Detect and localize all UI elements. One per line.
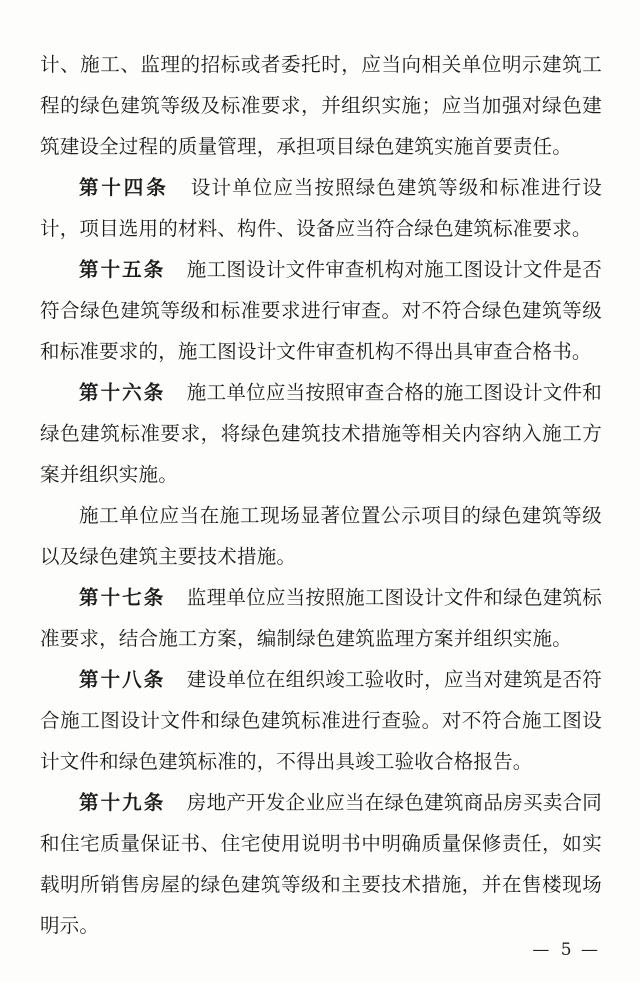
paragraph-text: 计、施工、监理的招标或者委托时，应当向相关单位明示建筑工程的绿色建筑等级及标准要求，并组织实施；应当加强对绿色建筑建设全过程的质量管理，承担项目绿色建筑实施首要责任。 [40, 53, 602, 158]
article-15 [40, 249, 602, 372]
article-label: 第十九条 [79, 791, 166, 814]
article-text: 设计单位应当按照绿色建筑等级和标准进行设计，项目选用的材料、构件、设备应当符合绿色建筑标准要求。 [40, 176, 602, 240]
article-label: 第十四条 [79, 176, 169, 199]
article-18 [40, 659, 602, 782]
article-label: 第十八条 [79, 668, 166, 691]
article-19 [40, 782, 602, 946]
article-text: 监理单位应当按照施工图设计文件和绿色建筑标准要求，结合施工方案，编制绿色建筑监理方案并组织实施。 [40, 586, 602, 650]
page-number: 5 [560, 940, 574, 960]
article-16-paragraph-2 [40, 495, 602, 577]
paragraph-continuation [40, 44, 602, 167]
article-text: 施工图设计文件审查机构对施工图设计文件是否符合绿色建筑等级和标准要求进行审查。对不符合绿色建筑等级和标准要求的，施工图设计文件审查机构不得出具审查合格书。 [40, 258, 602, 363]
article-16 [40, 372, 602, 495]
article-label: 第十六条 [79, 381, 166, 404]
paragraph-text: 施工单位应当在施工现场显著位置公示项目的绿色建筑等级以及绿色建筑主要技术措施。 [40, 504, 602, 568]
article-label: 第十五条 [79, 258, 166, 281]
article-text: 房地产开发企业应当在绿色建筑商品房买卖合同和住宅质量保证书、住宅使用说明书中明确质量保修责任，如实载明所销售房屋的绿色建筑等级和主要技术措施，并在售楼现场明示。 [40, 791, 602, 937]
article-label: 第十七条 [79, 586, 166, 609]
article-14 [40, 167, 602, 249]
article-text: 施工单位应当按照审查合格的施工图设计文件和绿色建筑标准要求，将绿色建筑技术措施等相关内容纳入施工方案并组织实施。 [40, 381, 602, 486]
page-footer [0, 940, 602, 960]
footer-dash-left: — [532, 940, 554, 960]
article-text: 建设单位在组织竣工验收时，应当对建筑是否符合施工图设计文件和绿色建筑标准进行查验。对不符合施工图设计文件和绿色建筑标准的，不得出具竣工验收合格报告。 [40, 668, 602, 773]
document-body [40, 44, 602, 946]
article-17 [40, 577, 602, 659]
footer-dash-right: — [581, 940, 602, 960]
